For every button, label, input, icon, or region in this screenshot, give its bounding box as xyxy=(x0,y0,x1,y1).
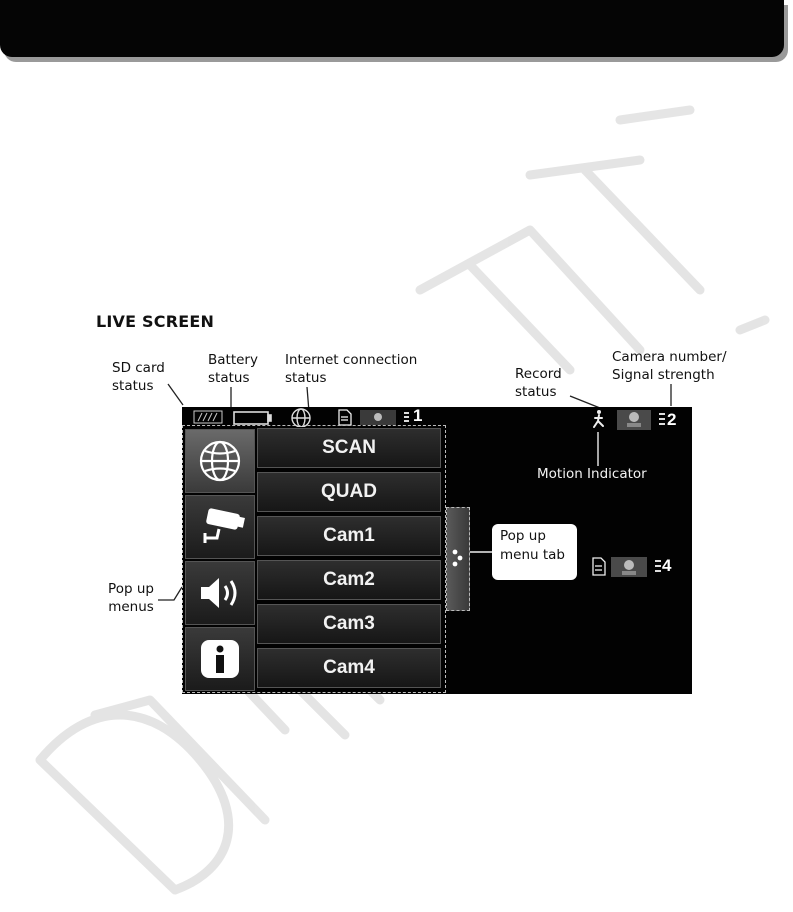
battery-annotation xyxy=(208,351,258,387)
header-bar xyxy=(0,0,784,57)
globe-icon xyxy=(197,438,243,484)
watermark-stroke xyxy=(40,715,229,890)
info-icon xyxy=(197,636,243,682)
motion-leader xyxy=(596,432,600,466)
sd-card-annotation xyxy=(112,359,165,395)
annotation-line: Internet connection xyxy=(285,352,418,368)
status-bar-left xyxy=(182,407,452,427)
motion-indicator-label: Motion Indicator xyxy=(537,466,647,482)
menu-item-cam2[interactable]: Cam2 xyxy=(257,560,441,600)
dots-icon xyxy=(447,508,469,608)
annotation-line: Signal strength xyxy=(612,367,715,383)
top-left-camera-number: 1 xyxy=(413,407,423,425)
watermark-stroke xyxy=(740,320,765,330)
leader-line xyxy=(168,384,183,405)
record-annotation xyxy=(515,365,562,401)
menu-item-cam4[interactable]: Cam4 xyxy=(257,648,441,688)
camera-icon xyxy=(193,505,247,549)
annotation-line: Pop up xyxy=(108,581,154,597)
annotation-line: menus xyxy=(108,599,154,615)
internet-annotation xyxy=(285,351,417,387)
popup-menu xyxy=(182,425,446,693)
speaker-icon xyxy=(195,571,245,615)
sound-menu-button[interactable] xyxy=(185,561,255,625)
popup-menus-annotation xyxy=(98,580,164,616)
annotation-line: status xyxy=(515,384,557,400)
annotation-line: Record xyxy=(515,366,562,382)
motion-icon xyxy=(594,410,603,427)
annotation-line: Battery xyxy=(208,352,258,368)
annotation-line: Camera number/ xyxy=(612,349,727,365)
internet-menu-button[interactable] xyxy=(185,429,255,493)
menu-item-cam1[interactable]: Cam1 xyxy=(257,516,441,556)
status-bar-right xyxy=(587,407,677,433)
popup-menu-tab[interactable] xyxy=(446,507,470,611)
signal-icon xyxy=(659,413,665,425)
annotation-line: SD card xyxy=(112,360,165,376)
popup-tab-callout xyxy=(492,524,577,580)
menu-item-quad[interactable]: QUAD xyxy=(257,472,441,512)
live-screen xyxy=(182,407,692,694)
callout-line: Pop up xyxy=(500,528,546,544)
battery-icon xyxy=(234,412,271,424)
document-small-icon xyxy=(339,410,351,425)
annotation-line: status xyxy=(285,370,327,386)
camera-menu-button[interactable] xyxy=(185,495,255,559)
signal-small-icon xyxy=(404,412,409,422)
info-menu-button[interactable] xyxy=(185,627,255,691)
section-title: LIVE SCREEN xyxy=(96,312,215,331)
camera-number-annotation xyxy=(612,348,727,384)
signal-icon xyxy=(655,560,661,572)
watermark-stroke xyxy=(420,230,640,370)
callout-leader xyxy=(470,550,494,554)
bottom-right-camera-number: 4 xyxy=(662,556,672,575)
document-icon xyxy=(593,558,605,575)
top-right-camera-number: 2 xyxy=(667,410,677,429)
callout-line: menu tab xyxy=(500,547,565,563)
watermark-stroke xyxy=(530,110,700,290)
annotation-line: status xyxy=(112,378,154,394)
menu-item-cam3[interactable]: Cam3 xyxy=(257,604,441,644)
menu-item-scan[interactable]: SCAN xyxy=(257,428,441,468)
sd-card-icon xyxy=(194,411,222,423)
annotation-line: status xyxy=(208,370,250,386)
